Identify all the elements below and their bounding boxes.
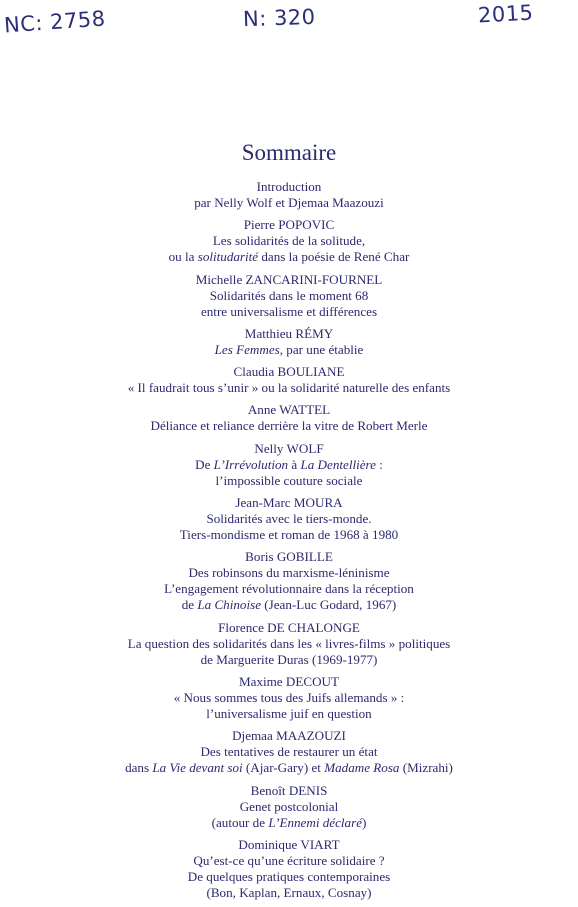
entry-title-line [0,473,578,489]
entry-title-line [0,760,578,776]
toc-entry [0,674,578,722]
text-segment: par Nelly Wolf et Djemaa Maazouzi [194,195,384,210]
entry-title-line [0,565,578,581]
entry-title-line [0,885,578,901]
text-segment: dans [125,760,153,776]
entry-title-line [0,690,578,706]
entry-title-line [0,597,578,613]
toc-entry [0,620,578,668]
text-segment: Qu’est-ce qu’une écriture solidaire ? [193,852,385,868]
toc-entry [0,549,578,613]
text-segment: « Nous sommes tous des Juifs allemands » : [173,689,405,705]
entry-author: Introduction [256,179,322,194]
entry-author: Jean-Marc MOURA [235,495,343,511]
table-of-contents [0,179,578,907]
entry-title-line [0,744,578,760]
text-segment: entre universalisme et différences [200,303,378,319]
entry-title-line [0,636,578,652]
italic-work-title: solitudarité [197,249,259,265]
text-segment: (Ajar-Gary) et [242,760,325,776]
text-segment: Solidarités avec le tiers-monde. [206,511,372,527]
entry-title-line [0,457,578,473]
entry-title-line [0,853,578,869]
toc-entry [0,783,578,831]
handwritten-note-left: NC: 2758 [3,6,107,38]
text-segment: Les solidarités de la solitude, [212,233,366,249]
text-segment: , par une établie [279,341,364,357]
entry-title-line [0,418,578,434]
toc-entry [0,326,578,358]
text-segment: dans la poésie de René Char [258,249,410,265]
toc-entry [0,441,578,489]
italic-work-title: L’Ennemi déclaré [268,814,363,830]
text-segment: : [375,456,383,472]
toc-entry [0,217,578,265]
italic-work-title: La Chinoise [197,597,262,613]
text-segment: (Mizrahi) [399,760,453,776]
entry-title-line [0,527,578,543]
entry-author: Florence DE CHALONGE [218,619,360,635]
entry-title-line [0,249,578,265]
text-segment: de Marguerite Duras (1969-1977) [200,651,378,667]
text-segment: De [195,456,214,472]
text-segment: Tiers-mondisme et roman de 1968 à 1980 [179,527,399,543]
text-segment: Solidarités dans le moment 68 [209,287,369,303]
entry-author: Anne WATTEL [247,402,331,418]
entry-title-line [0,233,578,249]
text-segment: de [181,597,198,613]
text-segment: ou la [168,249,198,265]
italic-work-title: La Dentellière [300,456,376,472]
entry-title-line [0,511,578,527]
entry-author: Matthieu RÉMY [244,325,334,341]
text-segment: De quelques pratiques contemporaines [187,868,391,884]
italic-work-title: Les Femmes [214,341,280,357]
entry-title-line [0,869,578,885]
toc-entry [0,402,578,434]
handwritten-note-right: 2015 [477,0,535,28]
entry-title-line [0,288,578,304]
toc-entry [0,364,578,396]
text-segment: (autour de [211,814,269,830]
text-segment: (Jean-Luc Godard, 1967) [261,597,397,613]
entry-author: Maxime DECOUT [238,673,339,689]
text-segment: l’universalisme juif en question [206,705,372,721]
text-segment: (Bon, Kaplan, Ernaux, Cosnay) [206,884,372,900]
entry-author: Claudia BOULIANE [233,364,345,380]
entry-title-line [0,706,578,722]
entry-author: Dominique VIART [238,836,340,852]
toc-entry [0,728,578,776]
text-segment: La question des solidarités dans les « livres-films » politiques [127,635,451,651]
entry-title-line [0,652,578,668]
text-segment: Genet postcolonial [239,798,339,814]
toc-entry [0,495,578,543]
toc-entry [0,272,578,320]
entry-author: Pierre POPOVIC [243,217,335,233]
text-segment: Des tentatives de restaurer un état [200,744,378,760]
text-segment: L’engagement révolutionnaire dans la réception [164,581,414,597]
entry-author: Benoît DENIS [250,782,328,798]
entry-author: Boris GOBILLE [245,549,333,565]
italic-work-title: Madame Rosa [324,760,400,776]
entry-title-line [0,304,578,320]
entry-title-line [0,342,578,358]
page-title: Sommaire [241,140,337,165]
entry-title-line [0,799,578,815]
text-segment: ) [362,814,367,830]
text-segment: l’impossible couture sociale [215,472,363,488]
handwritten-note-center: N: 320 [242,4,316,32]
entry-author: Michelle ZANCARINI-FOURNEL [195,271,383,287]
toc-entry [0,837,578,901]
text-segment: « Il faudrait tous s’unir » ou la solidarité naturelle des enfants [127,380,451,396]
text-segment: Déliance et reliance derrière la vitre de Robert Merle [150,418,428,434]
italic-work-title: La Vie devant soi [152,760,243,776]
toc-entry [0,179,578,211]
entry-author: Djemaa MAAZOUZI [232,728,346,744]
entry-title-line [0,195,578,211]
text-segment: Des robinsons du marxisme-léninisme [188,565,390,581]
entry-title-line [0,380,578,396]
entry-title-line [0,815,578,831]
entry-title-line [0,581,578,597]
entry-author: Nelly WOLF [254,440,324,456]
italic-work-title: L’Irrévolution [213,456,289,472]
text-segment: à [288,456,301,472]
